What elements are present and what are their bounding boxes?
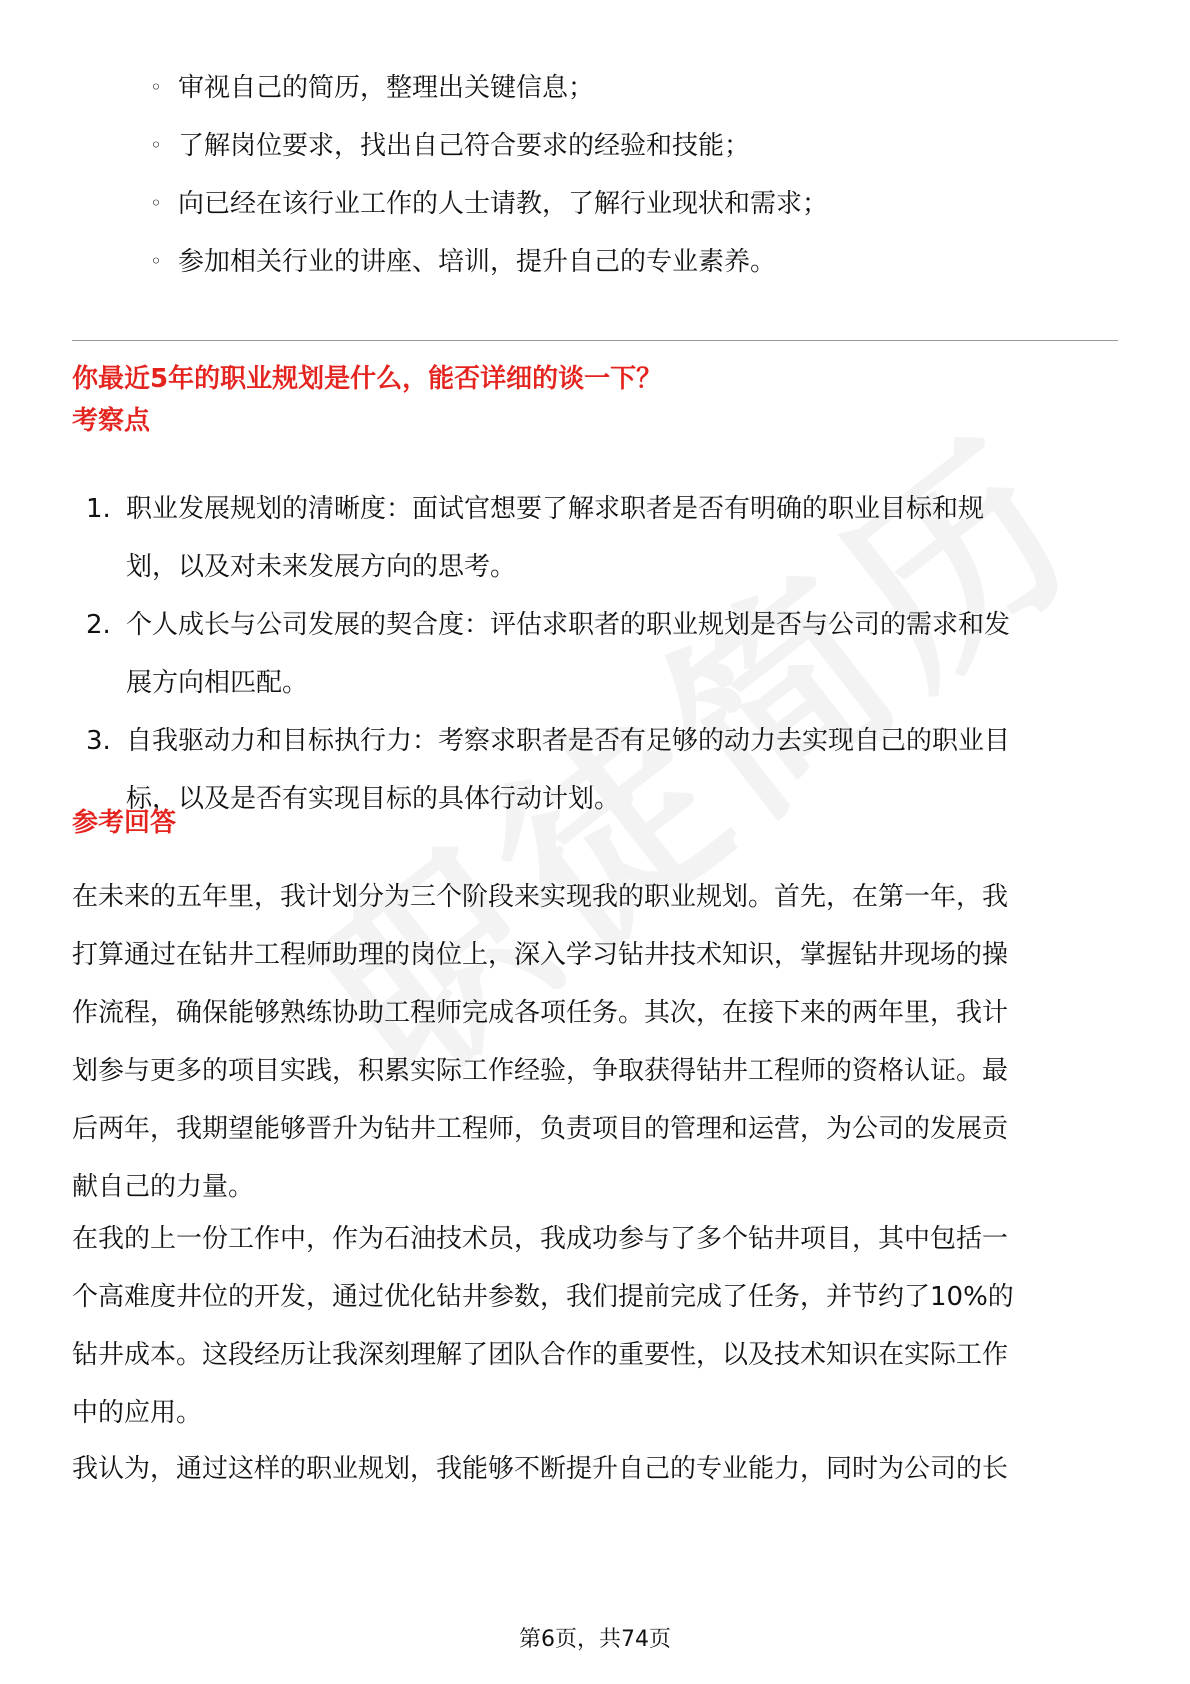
paragraph-line: 后两年，我期望能够晋升为钻井工程师，负责项目的管理和运营，为公司的发展贡 [72, 1114, 1009, 1144]
list-item [150, 232, 1110, 290]
paragraph-line: 我认为，通过这样的职业规划，我能够不断提升自己的专业能力，同时为公司的长 [72, 1454, 1009, 1484]
point-line: 自我驱动力和目标执行力：考察求职者是否有足够的动力去实现自己的职业目 [126, 726, 1011, 756]
answer-paragraph [72, 868, 1122, 1216]
list-item [150, 174, 1110, 232]
item-number: 1. [86, 494, 111, 524]
bullet-text: 审视自己的简历，整理出关键信息； [178, 73, 595, 103]
list-item [86, 712, 1126, 828]
points-heading: 考察点 [72, 406, 151, 436]
bullet-text: 了解岗位要求，找出自己符合要求的经验和技能； [178, 131, 751, 161]
bullet-list [150, 58, 1110, 290]
point-line: 划，以及对未来发展方向的思考。 [126, 552, 517, 582]
hollow-bullet-icon: ◦ [150, 191, 162, 215]
list-item [150, 116, 1110, 174]
hollow-bullet-icon: ◦ [150, 249, 162, 273]
paragraph-line: 打算通过在钻井工程师助理的岗位上，深入学习钻井技术知识，掌握钻井现场的操 [72, 940, 1009, 970]
page-footer: 第6页，共74页 [519, 1627, 671, 1652]
item-number: 3. [86, 726, 111, 756]
point-line: 个人成长与公司发展的契合度：评估求职者的职业规划是否与公司的需求和发 [126, 610, 1011, 640]
paragraph-line: 作流程，确保能够熟练协助工程师完成各项任务。其次，在接下来的两年里，我计 [72, 998, 1009, 1028]
list-item [150, 58, 1110, 116]
question-heading: 你最近5年的职业规划是什么，能否详细的谈一下？ [72, 364, 663, 394]
paragraph-line: 个高难度井位的开发，通过优化钻井参数，我们提前完成了任务，并节约了10%的 [72, 1282, 1014, 1312]
paragraph-line: 划参与更多的项目实践，积累实际工作经验，争取获得钻井工程师的资格认证。最 [72, 1056, 1009, 1086]
paragraph-line: 在我的上一份工作中，作为石油技术员，我成功参与了多个钻井项目，其中包括一 [72, 1224, 1009, 1254]
list-item [86, 596, 1126, 712]
section-divider [72, 340, 1118, 341]
item-number: 2. [86, 610, 111, 640]
hollow-bullet-icon: ◦ [150, 75, 162, 99]
paragraph-line: 钻井成本。这段经历让我深刻理解了团队合作的重要性，以及技术知识在实际工作 [72, 1340, 1009, 1370]
answer-paragraph [72, 1440, 1122, 1498]
paragraph-line: 献自己的力量。 [72, 1172, 255, 1202]
bullet-text: 向已经在该行业工作的人士请教，了解行业现状和需求； [178, 189, 829, 219]
bullet-text: 参加相关行业的讲座、培训，提升自己的专业素养。 [178, 247, 777, 277]
paragraph-line: 中的应用。 [72, 1398, 203, 1428]
paragraph-line: 在未来的五年里，我计划分为三个阶段来实现我的职业规划。首先，在第一年，我 [72, 882, 1009, 912]
assessment-points [86, 480, 1126, 828]
answer-paragraph [72, 1210, 1122, 1442]
point-line: 标，以及是否有实现目标的具体行动计划。 [126, 784, 621, 814]
hollow-bullet-icon: ◦ [150, 133, 162, 157]
point-line: 职业发展规划的清晰度：面试官想要了解求职者是否有明确的职业目标和规 [126, 494, 985, 524]
answer-heading: 参考回答 [72, 808, 177, 838]
list-item [86, 480, 1126, 596]
point-line: 展方向相匹配。 [126, 668, 309, 698]
